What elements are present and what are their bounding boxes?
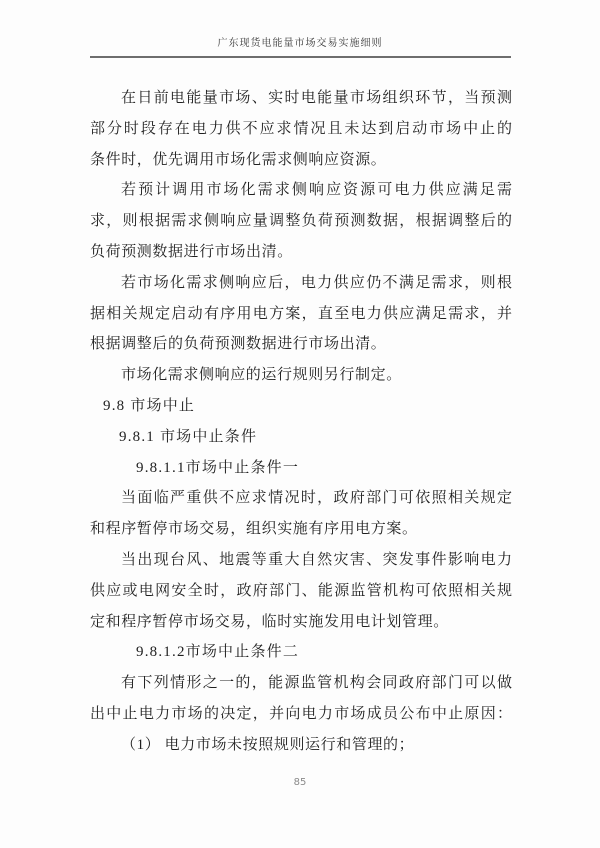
section-heading: 9.8.1 市场中止条件 (119, 428, 258, 445)
document-body (90, 83, 512, 761)
text-line: 条件时，优先调用市场化需求侧响应资源。 (90, 151, 387, 168)
page-number: 85 (293, 777, 307, 788)
text-line: 有下列情形之一的，能源监管机构会同政府部门可以做 (121, 675, 512, 692)
text-line: 当出现台风、地震等重大自然灾害、突发事件影响电力 (121, 551, 512, 568)
text-line: 求，则根据需求侧响应量调整负荷预测数据，根据调整后的 (90, 213, 512, 230)
text-line: 据相关规定启动有序用电方案，直至电力供应满足需求，并 (90, 305, 512, 322)
section-heading: 9.8 市场中止 (103, 397, 196, 414)
text-line: 在日前电能量市场、实时电能量市场组织环节，当预测 (121, 90, 512, 106)
text-line: 负荷预测数据进行市场出清。 (90, 243, 293, 260)
section-heading: 9.8.1.1市场中止条件一 (136, 459, 300, 476)
text-line: 当面临严重供不应求情况时，政府部门可依照相关规定 (121, 490, 512, 507)
header-rule (90, 56, 511, 58)
list-item: （1） 电力市场未按照规则运行和管理的； (121, 736, 415, 753)
page-header-title: 广东现货电能量市场交易实施细则 (217, 38, 383, 49)
text-line: 若市场化需求侧响应后，电力供应仍不满足需求，则根 (121, 274, 512, 291)
text-line: 根据调整后的负荷预测数据进行市场出清。 (90, 336, 387, 353)
text-line: 出中止电力市场的决定，并向电力市场成员公布中止原因： (90, 705, 512, 722)
text-line: 部分时段存在电力供不应求情况且未达到启动市场中止的 (90, 120, 512, 137)
text-line: 市场化需求侧响应的运行规则另行制定。 (121, 367, 402, 384)
text-line: 供应或电网安全时，政府部门、能源监管机构可依照相关规 (90, 582, 512, 599)
text-line: 和程序暂停市场交易，组织实施有序用电方案。 (90, 521, 418, 538)
text-line: 若预计调用市场化需求侧响应资源可电力供应满足需 (121, 182, 512, 199)
section-heading: 9.8.1.2市场中止条件二 (136, 644, 300, 661)
text-line: 定和程序暂停市场交易，临时实施发用电计划管理。 (90, 613, 449, 630)
